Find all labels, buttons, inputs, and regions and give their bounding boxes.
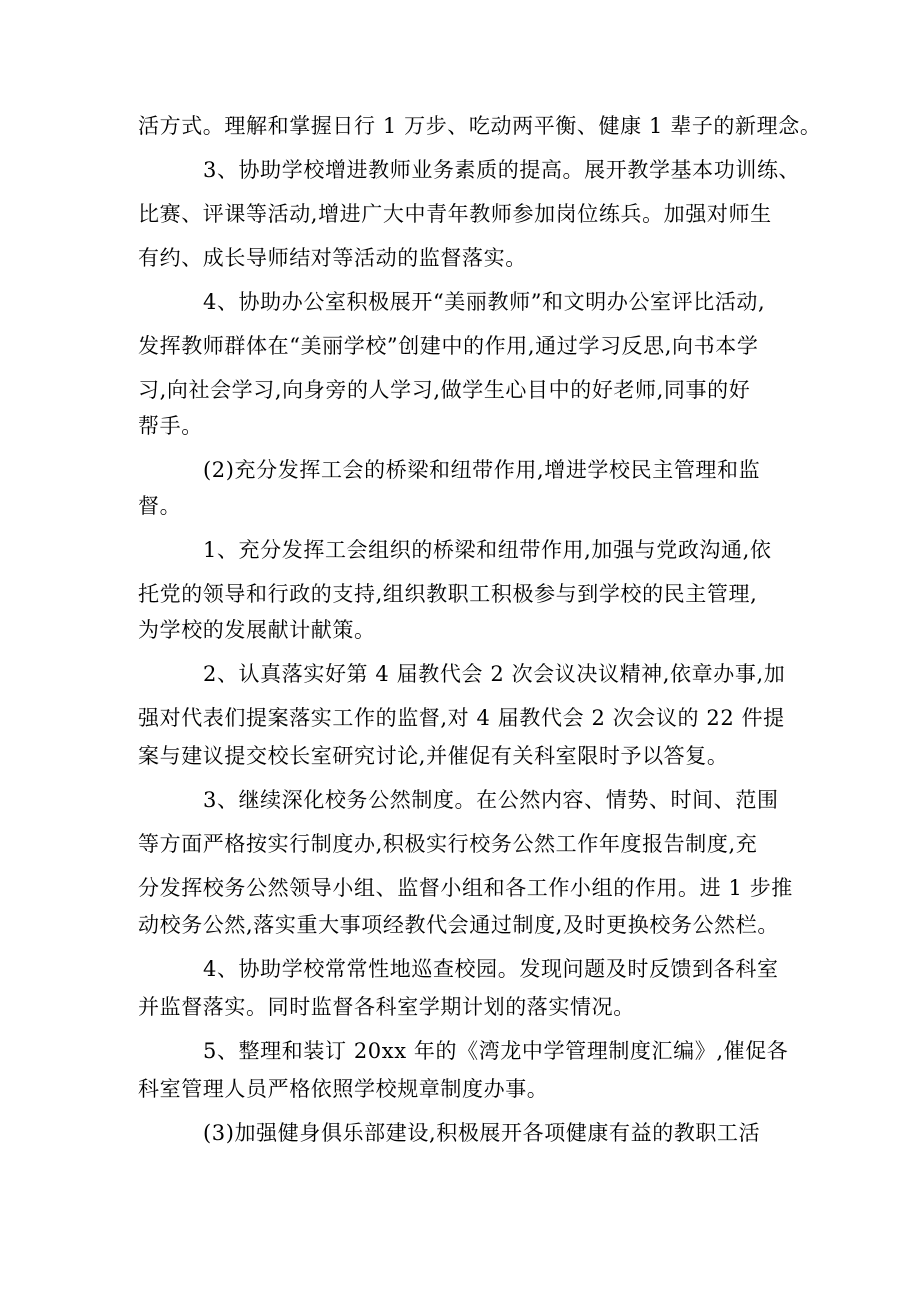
text-line: 强对代表们提案落实工作的监督,对 4 届教代会 2 次会议的 22 件提 — [138, 706, 785, 730]
text-line: 帮手。 — [138, 414, 203, 438]
text-line: 1、充分发挥工会组织的桥梁和纽带作用,加强与党政沟通,依 — [203, 538, 772, 562]
text-line: (2)充分发挥工会的桥梁和纽带作用,增进学校民主管理和监 — [203, 458, 761, 482]
text-line: 为学校的发展献计献策。 — [138, 618, 376, 642]
text-line: 分发挥校务公然领导小组、监督小组和各工作小组的作用。进 1 步推 — [138, 876, 793, 900]
text-line: 科室管理人员严格依照学校规章制度办事。 — [138, 1077, 549, 1101]
text-line: 4、协助办公室积极展开“美丽教师”和文明办公室评比活动, — [203, 290, 766, 314]
text-line: 5、整理和装订 20xx 年的《湾龙中学管理制度汇编》,催促各 — [203, 1039, 789, 1063]
text-line: 2、认真落实好第 4 届教代会 2 次会议决议精神,依章办事,加 — [203, 662, 786, 686]
text-line: 发挥教师群体在“美丽学校”创建中的作用,通过学习反思,向书本学 — [138, 334, 759, 358]
text-line: 习,向社会学习,向身旁的人学习,做学生心目中的好老师,同事的好 — [138, 378, 751, 402]
text-line: 活方式。理解和掌握日行 1 万步、吃动两平衡、健康 1 辈子的新理念。 — [138, 114, 822, 138]
text-line: 动校务公然,落实重大事项经教代会通过制度,及时更换校务公然栏。 — [138, 913, 779, 937]
text-line: 等方面严格按实行制度办,积极实行校务公然工作年度报告制度,充 — [138, 832, 758, 856]
text-line: 4、协助学校常常性地巡查校园。发现问题及时反馈到各科室 — [203, 957, 779, 981]
text-line: 并监督落实。同时监督各科室学期计划的落实情况。 — [138, 995, 635, 1019]
text-line: 3、协助学校增进教师业务素质的提高。展开教学基本功训练、 — [203, 158, 801, 182]
text-line: (3)加强健身俱乐部建设,积极展开各项健康有益的教职工活 — [203, 1121, 761, 1145]
text-line: 比赛、评课等活动,增进广大中青年教师参加岗位练兵。加强对师生 — [138, 202, 772, 226]
text-line: 督。 — [138, 494, 182, 518]
text-line: 案与建议提交校长室研究讨论,并催促有关科室限时予以答复。 — [138, 744, 729, 768]
text-line: 有约、成长导师结对等活动的监督落实。 — [138, 246, 527, 270]
text-line: 3、继续深化校务公然制度。在公然内容、情势、时间、范围 — [203, 788, 779, 812]
text-line: 托党的领导和行政的支持,组织教职工积极参与到学校的民主管理, — [138, 582, 758, 606]
